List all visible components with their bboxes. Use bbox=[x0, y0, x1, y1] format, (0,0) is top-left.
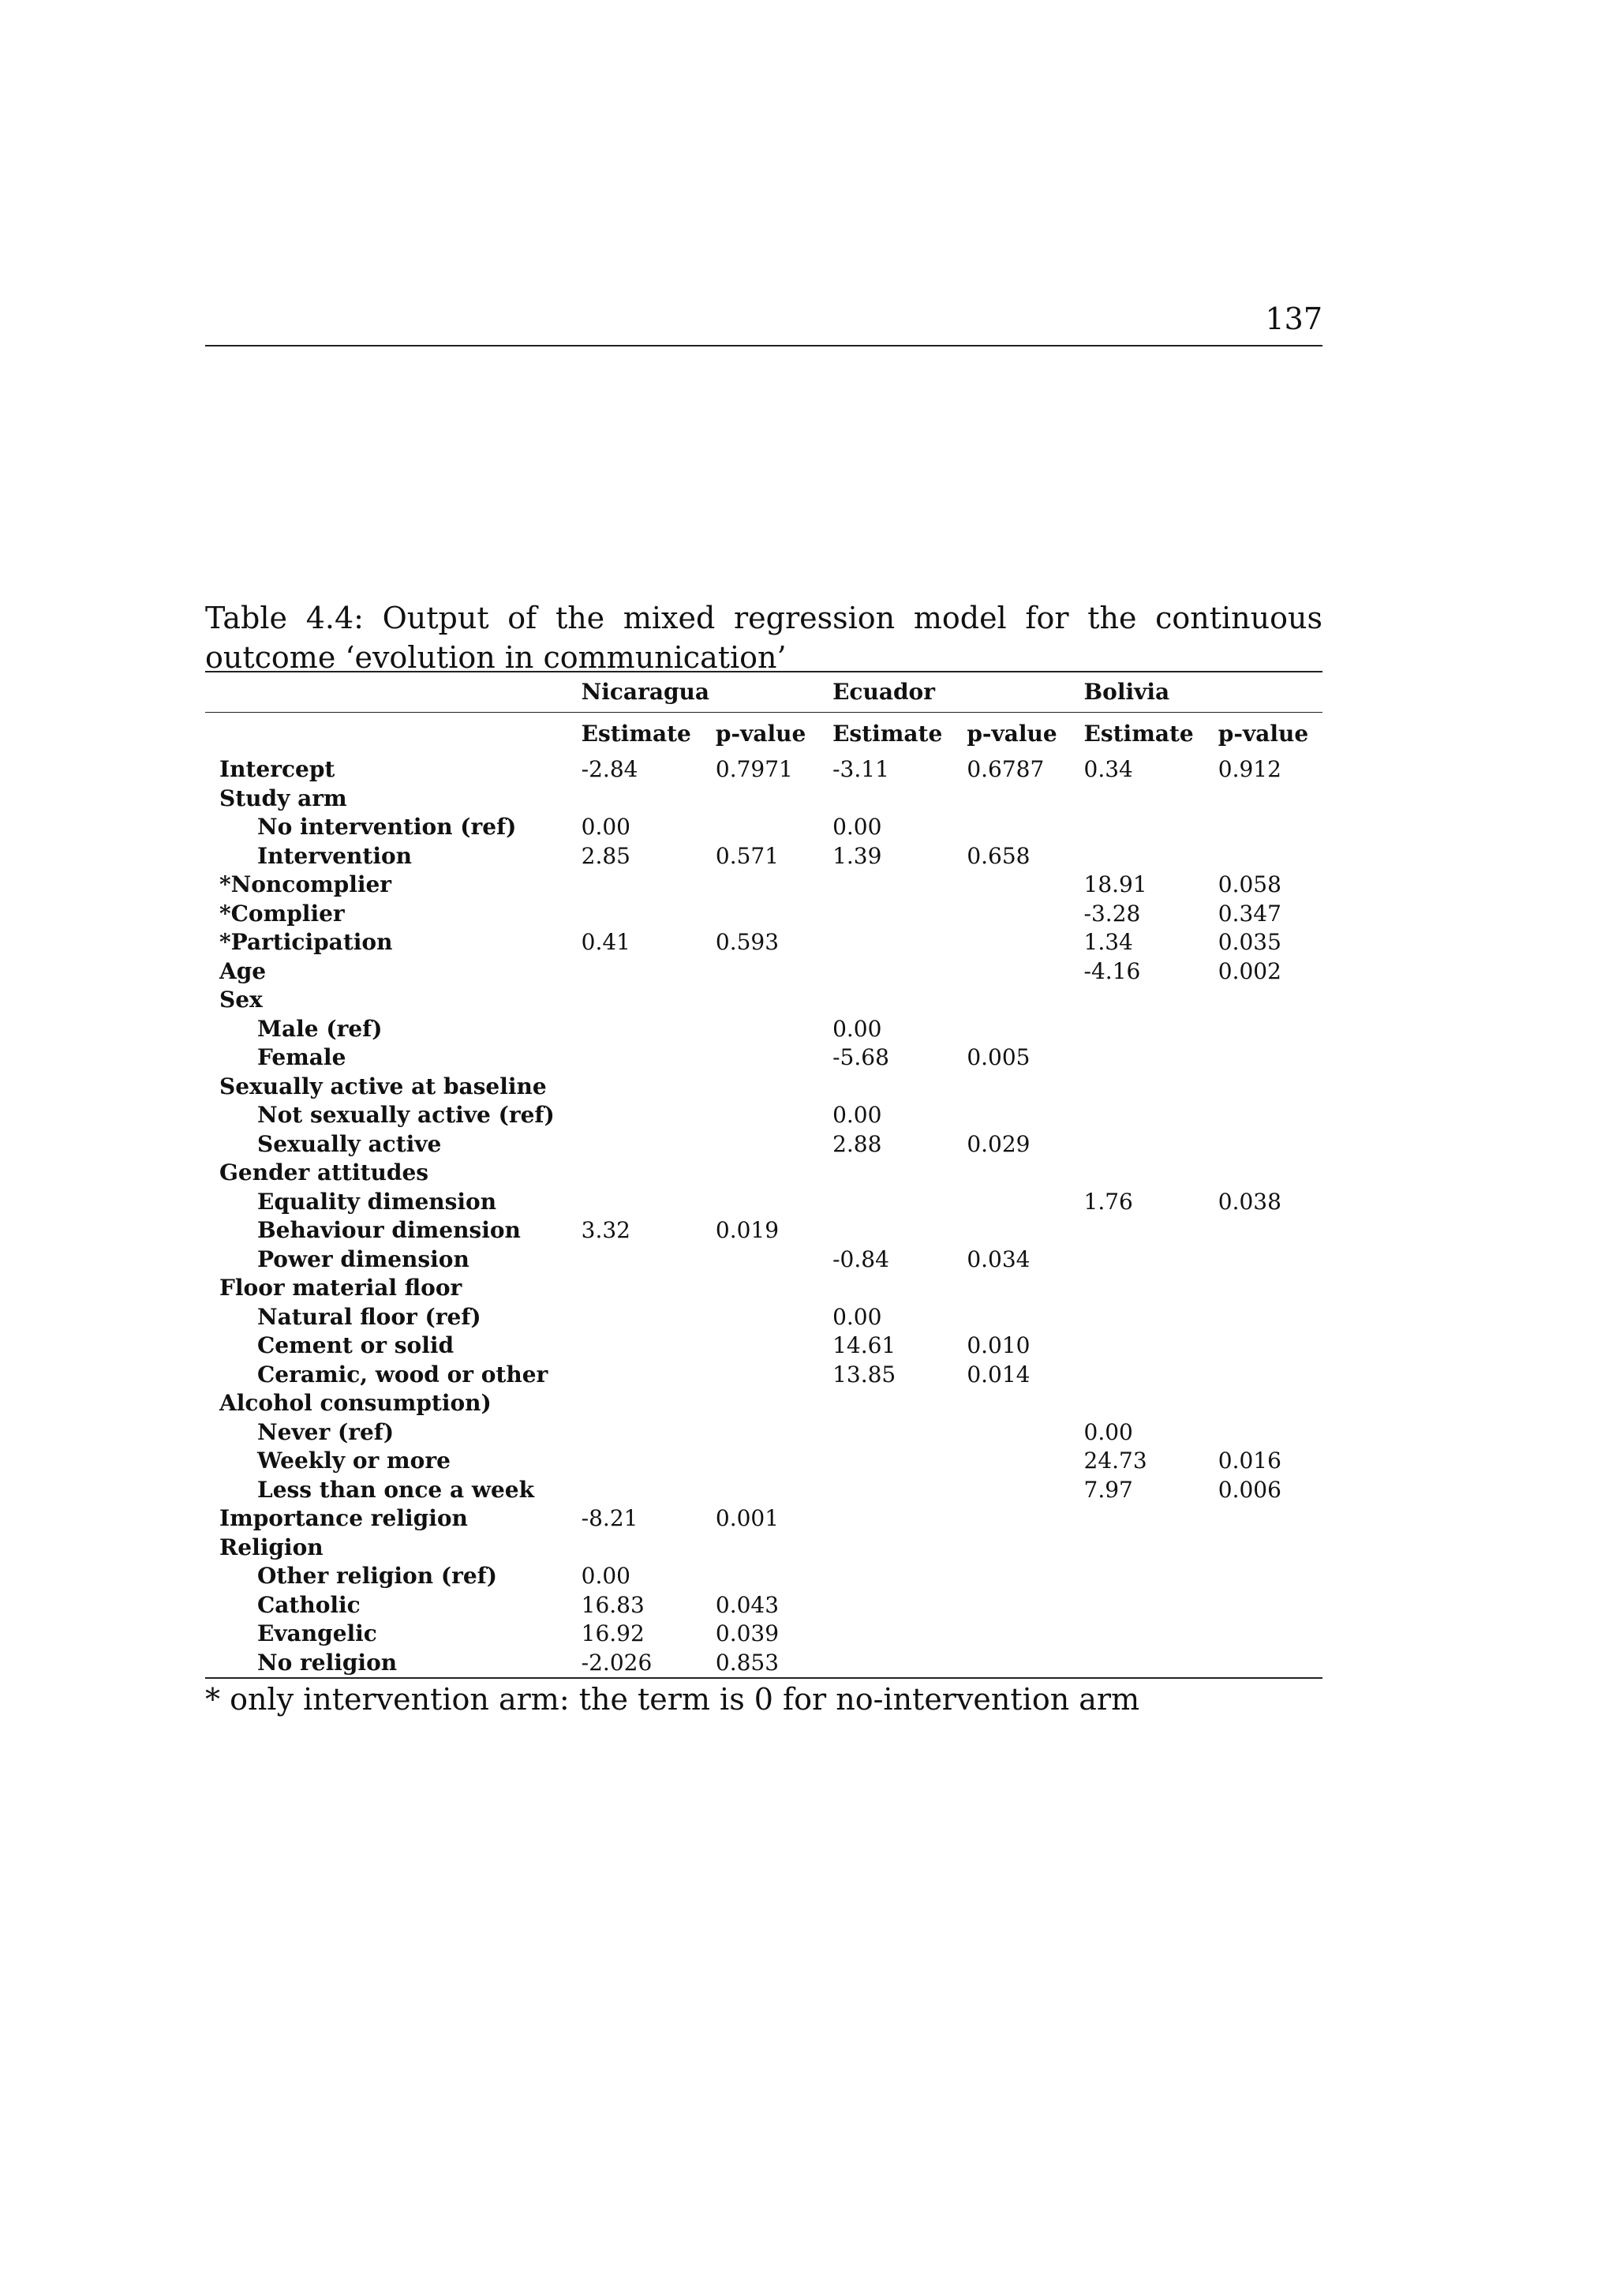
row-label: Sexually active at baseline bbox=[219, 1073, 547, 1099]
row-label: Sexually active bbox=[257, 1130, 442, 1157]
estimate-cell bbox=[1072, 1361, 1206, 1390]
header-rule bbox=[205, 345, 1322, 346]
estimate-cell bbox=[1072, 1073, 1206, 1102]
estimate-cell: 0.41 bbox=[581, 929, 630, 955]
pvalue-cell bbox=[1206, 1649, 1322, 1679]
pvalue-cell bbox=[1206, 1361, 1322, 1390]
estimate-cell: 2.88 bbox=[832, 1130, 882, 1157]
estimate-cell bbox=[820, 1591, 954, 1620]
pvalue-cell bbox=[703, 1476, 820, 1505]
estimate-cell: 0.34 bbox=[1083, 756, 1133, 782]
estimate-cell bbox=[1072, 1534, 1206, 1563]
estimate-cell: 0.00 bbox=[581, 1563, 630, 1589]
pvalue-cell bbox=[954, 1649, 1071, 1679]
table-row bbox=[205, 842, 1322, 871]
pvalue-cell: 0.038 bbox=[1218, 1188, 1281, 1215]
table-row bbox=[205, 813, 1322, 842]
estimate-cell bbox=[569, 1073, 703, 1102]
pvalue-cell bbox=[1206, 842, 1322, 871]
row-label: Intervention bbox=[257, 842, 412, 869]
pvalue-cell: 0.019 bbox=[715, 1217, 780, 1243]
pvalue-cell: 0.005 bbox=[967, 1044, 1031, 1070]
estimate-cell: -4.16 bbox=[1083, 957, 1141, 984]
estimate-cell: 16.92 bbox=[581, 1620, 645, 1646]
estimate-cell bbox=[1072, 1591, 1206, 1620]
pvalue-cell bbox=[703, 785, 820, 814]
estimate-cell bbox=[569, 1534, 703, 1563]
pvalue-cell: 0.058 bbox=[1218, 871, 1281, 897]
pvalue-cell bbox=[1206, 1101, 1322, 1130]
estimate-cell bbox=[569, 1101, 703, 1130]
pvalue-cell bbox=[703, 1303, 820, 1332]
estimate-cell: 1.39 bbox=[832, 842, 882, 869]
estimate-cell: 14.61 bbox=[832, 1332, 896, 1358]
estimate-cell: 0.00 bbox=[581, 814, 630, 840]
estimate-cell bbox=[569, 1361, 703, 1390]
table-row bbox=[205, 1504, 1322, 1534]
row-label: Never (ref) bbox=[257, 1418, 395, 1445]
row-label: Gender attitudes bbox=[219, 1159, 429, 1185]
estimate-cell: 3.32 bbox=[581, 1217, 630, 1243]
table-row bbox=[205, 1188, 1322, 1217]
pvalue-cell bbox=[1206, 1130, 1322, 1159]
estimate-cell bbox=[820, 1159, 954, 1188]
table-row bbox=[205, 1562, 1322, 1591]
table-body bbox=[205, 755, 1322, 1678]
table-row bbox=[205, 1620, 1322, 1649]
pvalue-cell bbox=[954, 1447, 1071, 1476]
estimate-cell bbox=[569, 1159, 703, 1188]
subheader-estimate: Estimate bbox=[1072, 713, 1206, 756]
estimate-cell: 16.83 bbox=[581, 1591, 645, 1618]
estimate-cell: -5.68 bbox=[832, 1044, 889, 1070]
row-label: Other religion (ref) bbox=[257, 1563, 497, 1589]
pvalue-cell bbox=[954, 1159, 1071, 1188]
estimate-cell bbox=[820, 986, 954, 1015]
estimate-cell: 1.76 bbox=[1083, 1188, 1133, 1215]
pvalue-cell: 0.7971 bbox=[715, 756, 793, 782]
table-row bbox=[205, 1216, 1322, 1245]
pvalue-cell: 0.029 bbox=[967, 1130, 1031, 1157]
table-row bbox=[205, 1591, 1322, 1620]
estimate-cell bbox=[1072, 1043, 1206, 1073]
estimate-cell bbox=[820, 871, 954, 900]
row-label: Less than once a week bbox=[257, 1476, 534, 1503]
regression-table-container bbox=[205, 671, 1322, 1718]
pvalue-cell bbox=[954, 1073, 1071, 1102]
pvalue-cell bbox=[954, 813, 1071, 842]
estimate-cell bbox=[569, 1130, 703, 1159]
estimate-cell: 0.00 bbox=[832, 1102, 882, 1128]
estimate-cell bbox=[569, 1274, 703, 1303]
estimate-cell bbox=[820, 1562, 954, 1591]
pvalue-cell bbox=[703, 1361, 820, 1390]
estimate-cell bbox=[569, 785, 703, 814]
row-label: Evangelic bbox=[257, 1620, 377, 1646]
estimate-cell: -2.026 bbox=[569, 1649, 703, 1679]
pvalue-cell bbox=[703, 813, 820, 842]
estimate-cell bbox=[1072, 1274, 1206, 1303]
estimate-cell: 0.00 bbox=[832, 1015, 882, 1042]
estimate-cell bbox=[820, 1274, 954, 1303]
table-row bbox=[205, 1476, 1322, 1505]
estimate-cell bbox=[569, 1245, 703, 1275]
table-row bbox=[205, 1159, 1322, 1188]
pvalue-cell bbox=[954, 1620, 1071, 1649]
pvalue-cell bbox=[703, 1015, 820, 1044]
row-label: Female bbox=[257, 1044, 346, 1070]
estimate-cell: -0.84 bbox=[832, 1245, 889, 1272]
row-label: Power dimension bbox=[257, 1245, 469, 1272]
pvalue-cell bbox=[1206, 1418, 1322, 1448]
estimate-cell: 18.91 bbox=[1083, 871, 1147, 897]
pvalue-cell bbox=[703, 1389, 820, 1418]
row-label: Importance religion bbox=[219, 1505, 468, 1531]
estimate-cell: 7.97 bbox=[1083, 1476, 1133, 1503]
estimate-cell: 1.34 bbox=[1083, 929, 1133, 955]
pvalue-cell bbox=[954, 1188, 1071, 1217]
pvalue-cell: 0.347 bbox=[1218, 900, 1281, 927]
subheader-empty-cell bbox=[205, 713, 569, 756]
pvalue-cell bbox=[1206, 1159, 1322, 1188]
pvalue-cell bbox=[954, 900, 1071, 929]
pvalue-cell: 0.002 bbox=[1218, 957, 1281, 984]
subheader-estimate: Estimate bbox=[569, 713, 703, 756]
pvalue-cell bbox=[954, 1216, 1071, 1245]
regression-table bbox=[205, 671, 1322, 1679]
row-label: Religion bbox=[219, 1534, 324, 1560]
estimate-cell bbox=[1072, 813, 1206, 842]
pvalue-cell bbox=[954, 1534, 1071, 1563]
pvalue-cell bbox=[1206, 785, 1322, 814]
estimate-cell bbox=[820, 1476, 954, 1505]
estimate-cell bbox=[569, 1015, 703, 1044]
header-empty-cell bbox=[205, 672, 569, 713]
table-row bbox=[205, 928, 1322, 957]
subheader-estimate: Estimate bbox=[820, 713, 954, 756]
estimate-cell bbox=[569, 957, 703, 987]
table-row bbox=[205, 1274, 1322, 1303]
pvalue-cell: 0.010 bbox=[967, 1332, 1031, 1358]
pvalue-cell bbox=[954, 1274, 1071, 1303]
estimate-cell: 24.73 bbox=[1083, 1448, 1147, 1474]
subheader-pvalue: p-value bbox=[1206, 713, 1322, 756]
pvalue-cell bbox=[1206, 1504, 1322, 1534]
pvalue-cell bbox=[703, 1562, 820, 1591]
row-label: Alcohol consumption) bbox=[219, 1390, 492, 1416]
row-label: No intervention (ref) bbox=[257, 814, 517, 840]
estimate-cell: 0.00 bbox=[832, 1303, 882, 1330]
pvalue-cell bbox=[1206, 1073, 1322, 1102]
row-label: Cement or solid bbox=[257, 1332, 454, 1358]
estimate-cell bbox=[820, 928, 954, 957]
pvalue-cell bbox=[1206, 1562, 1322, 1591]
pvalue-cell: 0.658 bbox=[967, 842, 1031, 869]
pvalue-cell bbox=[1206, 1043, 1322, 1073]
pvalue-cell bbox=[1206, 1245, 1322, 1275]
estimate-cell bbox=[820, 900, 954, 929]
table-row bbox=[205, 1303, 1322, 1332]
estimate-cell bbox=[820, 785, 954, 814]
estimate-cell bbox=[820, 1418, 954, 1448]
pvalue-cell bbox=[1206, 1216, 1322, 1245]
row-label: Behaviour dimension bbox=[257, 1217, 521, 1243]
pvalue-cell bbox=[703, 1245, 820, 1275]
estimate-cell bbox=[820, 957, 954, 987]
row-label: *Noncomplier bbox=[219, 871, 392, 897]
estimate-cell bbox=[820, 1389, 954, 1418]
pvalue-cell: 0.571 bbox=[715, 842, 780, 869]
pvalue-cell bbox=[703, 1418, 820, 1448]
estimate-cell: 2.85 bbox=[581, 842, 630, 869]
estimate-cell bbox=[569, 900, 703, 929]
table-row bbox=[205, 1245, 1322, 1275]
estimate-cell bbox=[1072, 1216, 1206, 1245]
estimate-cell bbox=[1072, 1389, 1206, 1418]
pvalue-cell: 0.034 bbox=[967, 1245, 1031, 1272]
pvalue-cell bbox=[1206, 1620, 1322, 1649]
row-label: Natural floor (ref) bbox=[257, 1303, 481, 1330]
pvalue-cell bbox=[1206, 1534, 1322, 1563]
table-row bbox=[205, 1418, 1322, 1448]
table-row bbox=[205, 1361, 1322, 1390]
estimate-cell bbox=[1072, 1159, 1206, 1188]
estimate-cell bbox=[1072, 1015, 1206, 1044]
pvalue-cell: 0.014 bbox=[967, 1361, 1031, 1388]
pvalue-cell bbox=[954, 871, 1071, 900]
pvalue-cell bbox=[954, 1418, 1071, 1448]
table-caption: Table 4.4: Output of the mixed regression model for the continuous outcome ‘evolution in communication’ bbox=[205, 601, 1322, 675]
country-header-row bbox=[205, 672, 1322, 713]
pvalue-cell bbox=[954, 1562, 1071, 1591]
pvalue-cell bbox=[703, 900, 820, 929]
table-row bbox=[205, 1447, 1322, 1476]
pvalue-cell bbox=[703, 1188, 820, 1217]
pvalue-cell: 0.039 bbox=[715, 1620, 780, 1646]
estimate-cell bbox=[1072, 1303, 1206, 1332]
pvalue-cell bbox=[954, 1504, 1071, 1534]
row-label: Weekly or more bbox=[257, 1448, 451, 1474]
estimate-cell bbox=[569, 1043, 703, 1073]
pvalue-cell bbox=[1206, 986, 1322, 1015]
estimate-cell bbox=[569, 1389, 703, 1418]
table-row bbox=[205, 1389, 1322, 1418]
table-row bbox=[205, 1073, 1322, 1102]
pvalue-cell bbox=[1206, 1274, 1322, 1303]
pvalue-cell bbox=[1206, 1591, 1322, 1620]
row-label: Study arm bbox=[219, 785, 347, 811]
table-row bbox=[205, 1101, 1322, 1130]
estimate-cell bbox=[569, 871, 703, 900]
row-label: *Complier bbox=[219, 900, 345, 927]
subheader-pvalue: p-value bbox=[703, 713, 820, 756]
estimate-cell bbox=[1072, 986, 1206, 1015]
estimate-cell bbox=[820, 1188, 954, 1217]
estimate-cell bbox=[820, 1216, 954, 1245]
estimate-cell bbox=[820, 1504, 954, 1534]
table-row bbox=[205, 957, 1322, 987]
pvalue-cell bbox=[1206, 1015, 1322, 1044]
pvalue-cell bbox=[703, 986, 820, 1015]
pvalue-cell bbox=[954, 1476, 1071, 1505]
table-row bbox=[205, 1015, 1322, 1044]
estimate-cell bbox=[820, 1534, 954, 1563]
table-row bbox=[205, 900, 1322, 929]
pvalue-cell bbox=[954, 785, 1071, 814]
row-label: Catholic bbox=[257, 1591, 361, 1618]
estimate-cell bbox=[1072, 1101, 1206, 1130]
row-label: *Participation bbox=[219, 929, 393, 955]
country-header-bolivia: Bolivia bbox=[1072, 672, 1322, 713]
pvalue-cell: 0.006 bbox=[1218, 1476, 1281, 1503]
pvalue-cell bbox=[1206, 1303, 1322, 1332]
table-row bbox=[205, 1130, 1322, 1159]
row-label: Sex bbox=[219, 987, 263, 1013]
estimate-cell: -8.21 bbox=[581, 1505, 638, 1531]
row-label: Not sexually active (ref) bbox=[257, 1102, 555, 1128]
estimate-cell bbox=[820, 1649, 954, 1679]
pvalue-cell bbox=[703, 1101, 820, 1130]
pvalue-cell bbox=[954, 957, 1071, 987]
estimate-cell: 0.00 bbox=[1083, 1418, 1133, 1445]
pvalue-cell bbox=[703, 1043, 820, 1073]
table-row bbox=[205, 785, 1322, 814]
pvalue-cell bbox=[954, 986, 1071, 1015]
estimate-cell bbox=[569, 1447, 703, 1476]
pvalue-cell: 0.001 bbox=[715, 1505, 780, 1531]
pvalue-cell bbox=[954, 928, 1071, 957]
subheader-pvalue: p-value bbox=[954, 713, 1071, 756]
row-label: Equality dimension bbox=[257, 1188, 497, 1215]
page-number: 137 bbox=[1265, 302, 1322, 336]
estimate-cell bbox=[1072, 1130, 1206, 1159]
pvalue-cell bbox=[703, 1130, 820, 1159]
pvalue-cell bbox=[954, 1303, 1071, 1332]
row-label: Male (ref) bbox=[257, 1015, 383, 1042]
country-header-ecuador: Ecuador bbox=[820, 672, 1071, 713]
estimate-cell bbox=[1072, 1332, 1206, 1361]
row-label: No religion bbox=[205, 1649, 569, 1679]
estimate-cell bbox=[1072, 1504, 1206, 1534]
pvalue-cell: 0.853 bbox=[703, 1649, 820, 1679]
estimate-cell: 0.00 bbox=[832, 814, 882, 840]
estimate-cell: -3.28 bbox=[1083, 900, 1141, 927]
estimate-cell bbox=[1072, 1620, 1206, 1649]
table-row bbox=[205, 1043, 1322, 1073]
pvalue-cell bbox=[703, 1274, 820, 1303]
estimate-cell bbox=[820, 1620, 954, 1649]
pvalue-cell: 0.593 bbox=[715, 929, 780, 955]
estimate-cell bbox=[820, 1447, 954, 1476]
estimate-cell: -2.84 bbox=[581, 756, 638, 782]
pvalue-cell bbox=[703, 1447, 820, 1476]
row-label: Age bbox=[219, 957, 267, 984]
estimate-cell: 13.85 bbox=[832, 1361, 896, 1388]
pvalue-cell bbox=[954, 1389, 1071, 1418]
pvalue-cell: 0.016 bbox=[1218, 1448, 1281, 1474]
pvalue-cell: 0.912 bbox=[1218, 756, 1281, 782]
table-footnote: * only intervention arm: the term is 0 for no-intervention arm bbox=[205, 1682, 1140, 1717]
subheader-row bbox=[205, 713, 1322, 756]
row-label: Intercept bbox=[219, 756, 335, 782]
pvalue-cell bbox=[703, 1159, 820, 1188]
estimate-cell bbox=[1072, 1562, 1206, 1591]
estimate-cell bbox=[569, 1476, 703, 1505]
table-row bbox=[205, 1332, 1322, 1361]
estimate-cell bbox=[1072, 785, 1206, 814]
table-row bbox=[205, 1649, 1322, 1679]
estimate-cell bbox=[1072, 1245, 1206, 1275]
table-row bbox=[205, 1534, 1322, 1563]
pvalue-cell: 0.035 bbox=[1218, 929, 1281, 955]
estimate-cell bbox=[569, 1418, 703, 1448]
estimate-cell bbox=[569, 986, 703, 1015]
pvalue-cell bbox=[703, 1534, 820, 1563]
estimate-cell: -3.11 bbox=[832, 756, 889, 782]
estimate-cell bbox=[1072, 842, 1206, 871]
row-label: Ceramic, wood or other bbox=[257, 1361, 548, 1388]
pvalue-cell bbox=[1206, 813, 1322, 842]
country-header-nicaragua: Nicaragua bbox=[569, 672, 820, 713]
pvalue-cell bbox=[1206, 1332, 1322, 1361]
pvalue-cell bbox=[1206, 1389, 1322, 1418]
pvalue-cell: 0.043 bbox=[715, 1591, 780, 1618]
estimate-cell bbox=[569, 1332, 703, 1361]
pvalue-cell bbox=[703, 871, 820, 900]
table-row bbox=[205, 755, 1322, 785]
row-label: Floor material floor bbox=[219, 1275, 462, 1301]
pvalue-cell bbox=[703, 1073, 820, 1102]
pvalue-cell bbox=[703, 1332, 820, 1361]
table-row bbox=[205, 871, 1322, 900]
pvalue-cell: 0.6787 bbox=[967, 756, 1045, 782]
estimate-cell bbox=[1072, 1649, 1206, 1679]
estimate-cell bbox=[569, 1188, 703, 1217]
table-row bbox=[205, 986, 1322, 1015]
pvalue-cell bbox=[954, 1591, 1071, 1620]
pvalue-cell bbox=[954, 1015, 1071, 1044]
estimate-cell bbox=[820, 1073, 954, 1102]
pvalue-cell bbox=[954, 1101, 1071, 1130]
pvalue-cell bbox=[703, 957, 820, 987]
estimate-cell bbox=[569, 1303, 703, 1332]
